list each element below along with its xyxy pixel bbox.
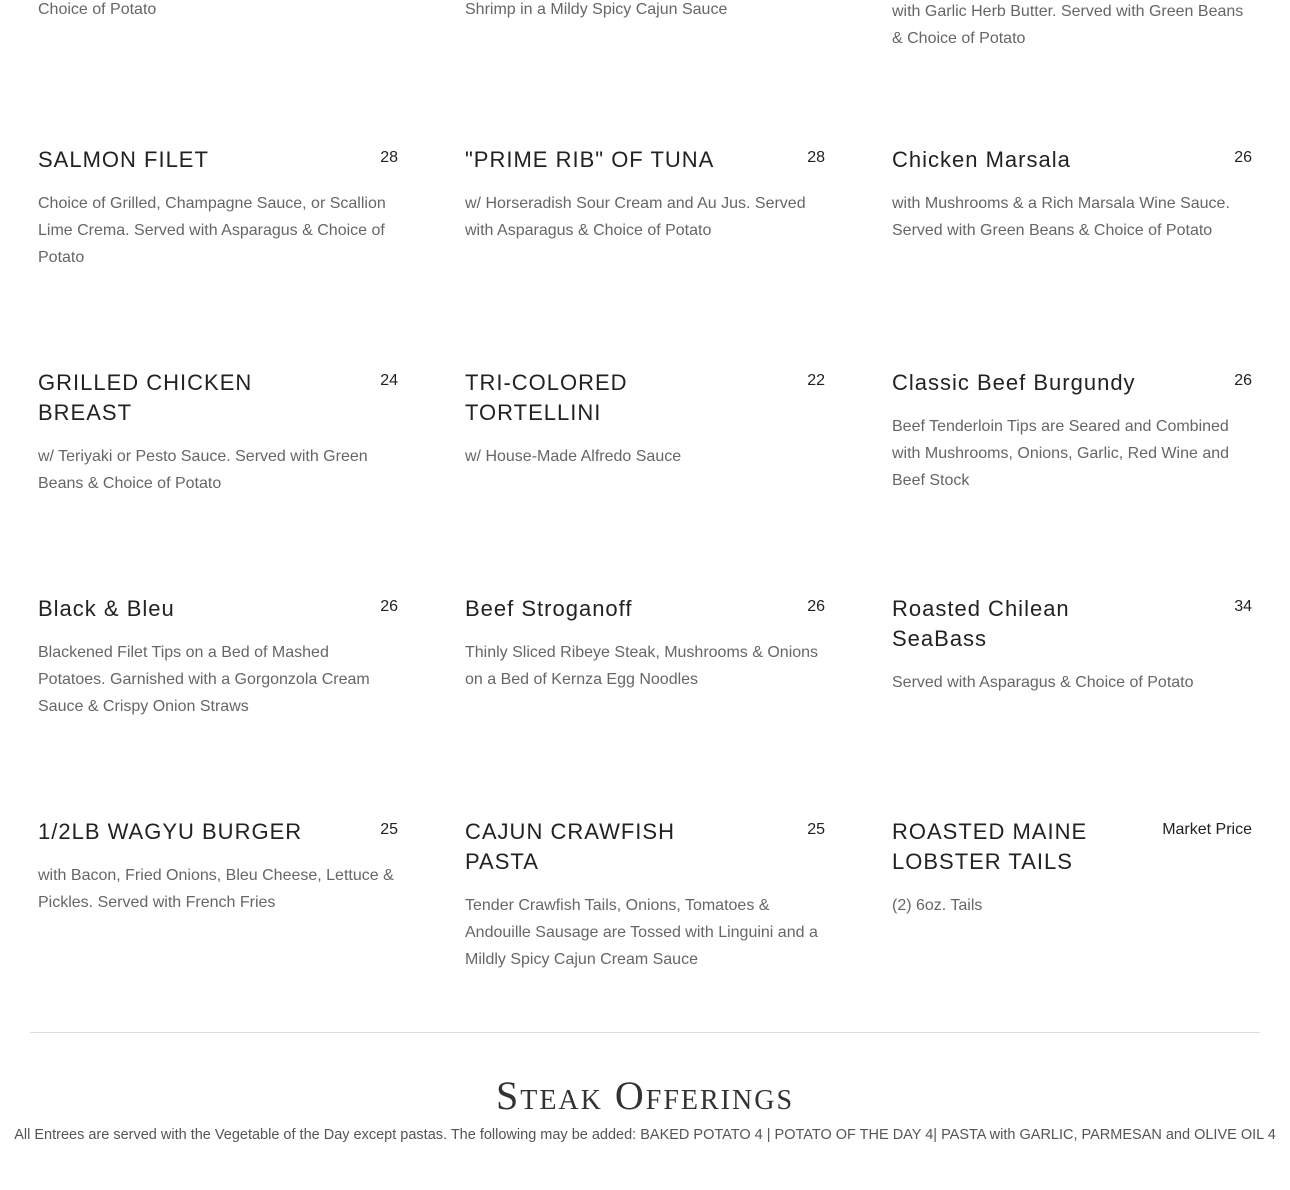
menu-item xyxy=(38,368,398,594)
menu-item-description: with Mushrooms & a Rich Marsala Wine Sauce. Served with Green Beans & Choice of Potato xyxy=(892,195,1230,239)
menu-item-price: 25 xyxy=(807,821,825,838)
menu-item-description: w/ House-Made Alfredo Sauce xyxy=(465,448,682,465)
menu-item xyxy=(38,145,398,368)
menu-item xyxy=(892,817,1252,1040)
menu-item-price: 28 xyxy=(380,149,398,166)
menu-item-name: GRILLED CHICKEN BREAST xyxy=(38,370,253,425)
menu-item-name: Black & Bleu xyxy=(38,596,175,621)
menu-item-price: 24 xyxy=(380,372,398,389)
menu-item-header xyxy=(465,145,825,175)
section-divider xyxy=(30,1032,1260,1033)
menu-item-header xyxy=(465,594,825,624)
menu-item-description: Choice of Potato xyxy=(38,1,157,18)
menu-item xyxy=(465,594,825,817)
menu-item-description: Choice of Grilled, Champagne Sauce, or Scallion Lime Crema. Served with Asparagus & Choice of Potato xyxy=(38,195,386,266)
menu-item-price: 28 xyxy=(807,149,825,166)
section-title: Steak Offerings xyxy=(495,1073,795,1118)
menu-grid xyxy=(38,145,1252,1040)
menu-item-description: Tender Crawfish Tails, Onions, Tomatoes & Andouille Sausage are Tossed with Linguini and a Mildly Spicy Cajun Cream Sauce xyxy=(465,897,818,968)
menu-item xyxy=(465,368,825,594)
menu-item-price: 26 xyxy=(807,598,825,615)
menu-item xyxy=(465,817,825,1040)
menu-item-price: 26 xyxy=(380,598,398,615)
menu-item-name: SALMON FILET xyxy=(38,147,209,172)
menu-item-price: 25 xyxy=(380,821,398,838)
menu-item-description: w/ Horseradish Sour Cream and Au Jus. Served with Asparagus & Choice of Potato xyxy=(465,195,806,239)
menu-item xyxy=(892,594,1252,817)
menu-item-header xyxy=(38,594,398,624)
menu-item-description: with Garlic Herb Butter. Served with Green Beans & Choice of Potato xyxy=(892,3,1244,47)
menu-item-name: ROASTED MAINE LOBSTER TAILS xyxy=(892,819,1088,874)
menu-item-header xyxy=(892,145,1252,175)
menu-item xyxy=(38,817,398,1040)
section-note: All Entrees are served with the Vegetable of the Day except pastas. The following may be added: BAKED POTATO 4 | POTATO OF THE DAY 4| PASTA with GARLIC, PARMESAN and OLIVE OIL 4 xyxy=(14,1127,1276,1143)
menu-item-description: (2) 6oz. Tails xyxy=(892,897,983,914)
menu-item-name: Classic Beef Burgundy xyxy=(892,370,1136,395)
menu-item-description: Shrimp in a Mildy Spicy Cajun Sauce xyxy=(465,1,728,18)
menu-item-name: Roasted Chilean SeaBass xyxy=(892,596,1070,651)
menu-item-price: 34 xyxy=(1234,598,1252,615)
menu-item-header xyxy=(892,594,1252,654)
menu-item-name: TRI-COLORED TORTELLINI xyxy=(465,370,628,425)
menu-item-name: Chicken Marsala xyxy=(892,147,1071,172)
menu-item-price: 26 xyxy=(1234,372,1252,389)
menu-item xyxy=(892,145,1252,368)
menu-item-header xyxy=(38,145,398,175)
menu-item-price: Market Price xyxy=(1162,821,1252,838)
menu-item-description: Served with Asparagus & Choice of Potato xyxy=(892,674,1194,691)
menu-item xyxy=(38,594,398,817)
menu-item-header xyxy=(465,368,825,428)
menu-item xyxy=(465,145,825,368)
menu-item-name: "PRIME RIB" OF TUNA xyxy=(465,147,715,172)
menu-item-description: Beef Tenderloin Tips are Seared and Combined with Mushrooms, Onions, Garlic, Red Wine and Beef Stock xyxy=(892,418,1230,489)
menu-item-header xyxy=(38,368,398,428)
menu-item-header xyxy=(38,817,398,847)
menu-item-header xyxy=(892,368,1252,398)
menu-item-name: CAJUN CRAWFISH PASTA xyxy=(465,819,675,874)
menu-item-name: Beef Stroganoff xyxy=(465,596,633,621)
menu-item-name: 1/2LB WAGYU BURGER xyxy=(38,819,303,844)
menu-item-header xyxy=(465,817,825,877)
menu-item-description: Thinly Sliced Ribeye Steak, Mushrooms & Onions on a Bed of Kernza Egg Noodles xyxy=(465,644,819,688)
menu-item-description: Blackened Filet Tips on a Bed of Mashed Potatoes. Garnished with a Gorgonzola Cream Sauce & Crispy Onion Straws xyxy=(38,644,370,715)
menu-item-description: with Bacon, Fried Onions, Bleu Cheese, Lettuce & Pickles. Served with French Fries xyxy=(38,867,394,911)
menu-item-description: w/ Teriyaki or Pesto Sauce. Served with Green Beans & Choice of Potato xyxy=(38,448,368,492)
menu-item-header xyxy=(892,817,1252,877)
menu-row-partial xyxy=(0,0,1290,60)
menu-item-price: 22 xyxy=(807,372,825,389)
menu-item-price: 26 xyxy=(1234,149,1252,166)
menu-item xyxy=(892,368,1252,594)
